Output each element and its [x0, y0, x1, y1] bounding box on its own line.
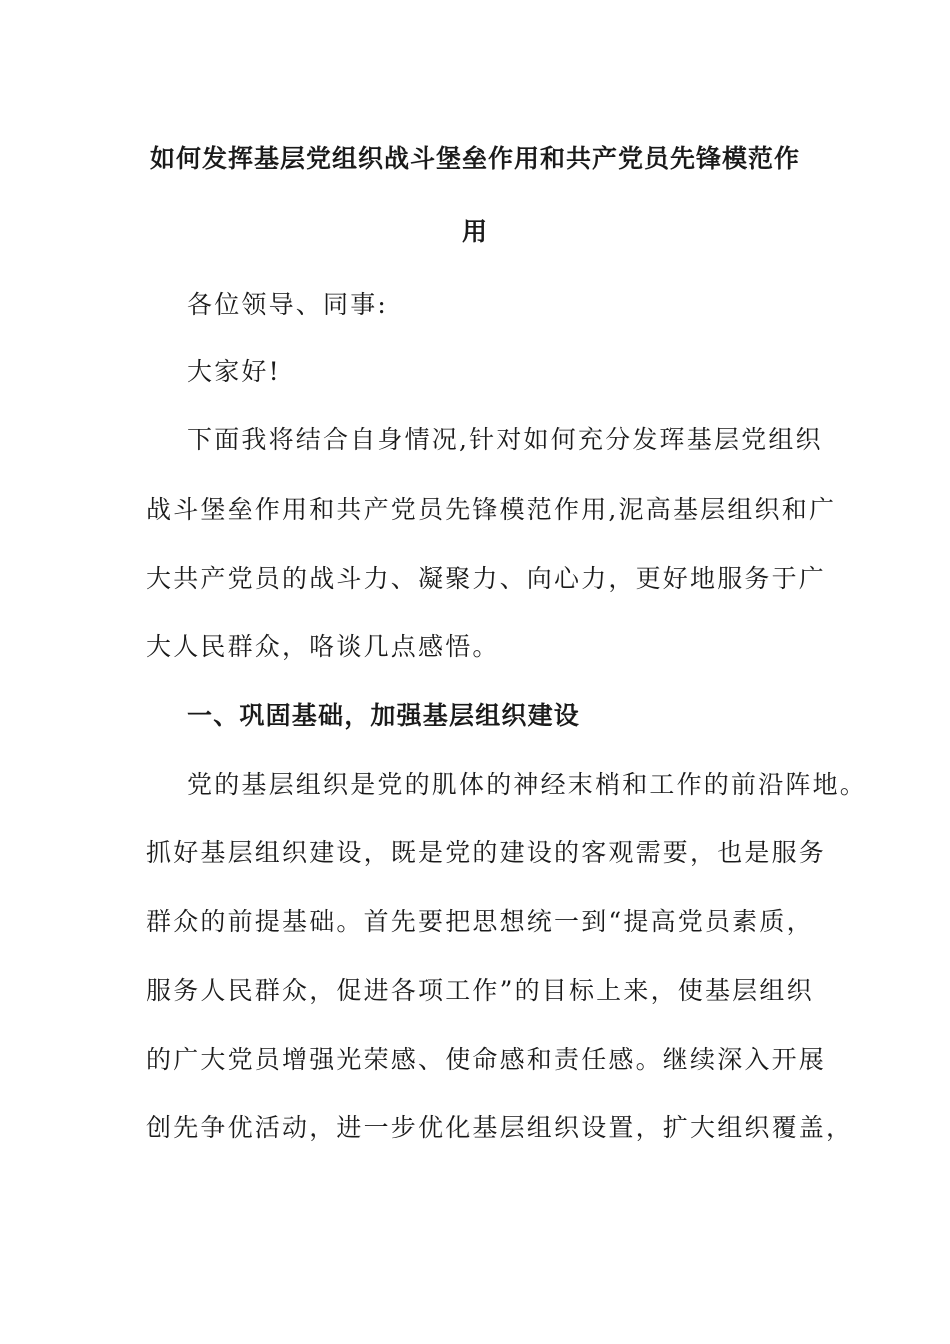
intro-line: 战斗堡垒作用和共产党员先锋模范作用,泥高基层组织和广	[146, 495, 837, 524]
section-1-line: 群众的前提基础。首先要把思想统一到“提高党员素质，	[146, 907, 814, 936]
section-1-line: 服务人民群众，促进各项工作”的目标上来，使基层组织	[146, 976, 814, 1005]
document-title-line-1: 如何发挥基层党组织战斗堡垒作用和共产党员先锋模范作	[149, 144, 800, 173]
section-1-heading: 一、巩固基础，加强基层组织建设	[187, 701, 581, 730]
section-1-line: 创先争优活动，进一步优化基层组织设置，扩大组织覆盖，	[146, 1113, 854, 1142]
intro-line: 下面我将结合自身情况,针对如何充分发珲基层党组织	[187, 425, 823, 454]
section-1-line: 的广大党员增强光荣感、使命感和责任感。继续深入开展	[146, 1045, 827, 1074]
intro-line: 大人民群众，咯谈几点感悟。	[146, 632, 500, 661]
salutation: 大家好!	[187, 357, 281, 386]
intro-line: 大共产党员的战斗力、凝聚力、向心力，更好地服务于广	[146, 564, 827, 593]
section-1-line: 抓好基层组织建设，既是党的建设的客观需要，也是服务	[146, 838, 827, 867]
document-title-line-2: 用	[461, 217, 488, 246]
greeting: 各位领导、同事:	[187, 290, 389, 319]
section-1-line: 党的基层组织是党的肌体的神经末梢和工作的前沿阵地。	[187, 770, 868, 799]
